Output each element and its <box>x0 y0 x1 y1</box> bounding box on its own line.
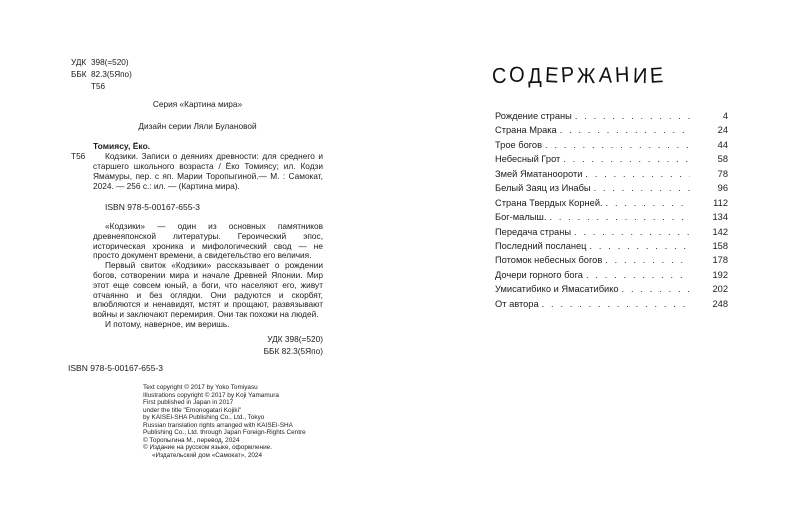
copyright-line: © Издание на русском языке, оформление. <box>143 444 273 452</box>
toc-row <box>495 198 728 212</box>
toc-entry-page: 178 <box>712 255 728 266</box>
toc-entry-page: 158 <box>712 240 728 251</box>
toc-entry-title: От автора <box>495 298 539 309</box>
toc-entry-title: Змей Яматаноороти <box>495 168 583 179</box>
copyright-line: Russian translation rights arranged with KAISEI-SHA <box>143 421 293 429</box>
annotation-block <box>93 222 323 330</box>
toc-entry-title: Последний посланец <box>495 240 587 251</box>
catalog-codes-top <box>71 57 132 94</box>
toc-entry-page: 44 <box>717 139 728 150</box>
copyright-line: «Издательский дом «Самокат», 2024 <box>152 451 263 459</box>
copyright-line: Text copyright © 2017 by Yoko Tomiyasu <box>143 384 258 391</box>
author-heading: Томиясу, Ёко. <box>93 141 151 151</box>
toc-row <box>495 284 728 298</box>
toc-entry-page: 248 <box>712 298 728 309</box>
toc-dot-leader <box>586 270 690 280</box>
isbn-middle: ISBN 978-5-00167-655-3 <box>105 202 200 212</box>
toc-entry-page: 112 <box>713 197 728 208</box>
toc-dot-leader <box>590 241 691 251</box>
toc-entry-page: 78 <box>717 168 728 179</box>
toc-dot-leader <box>560 125 690 135</box>
toc-entry-title: Бог-малыш. <box>495 212 547 223</box>
toc-row <box>495 227 728 241</box>
copyright-line: © Торопыгина М., перевод, 2024 <box>143 436 240 444</box>
annotation-paragraph: И потому, наверное, им веришь. <box>105 318 230 329</box>
toc-dot-leader <box>622 284 690 294</box>
toc-entry-title: Передача страны <box>495 226 572 237</box>
toc-dot-leader <box>574 227 690 237</box>
copyright-line: by KAISEI-SHA Publishing Co., Ltd., Tokyo <box>143 414 265 422</box>
annotation-paragraph: «Кодзики» — один из основных памятников древнеяпонской литературы. Героический эпос, историческая хроника и мифологический свод — не просто документ времени, а свидетельство его величия. <box>93 221 323 261</box>
bbk-line <box>71 69 132 81</box>
toc-entry-page: 58 <box>717 154 728 165</box>
bbk-bottom: ББК 82.3(5Япо) <box>263 345 323 356</box>
toc-entry-title: Белый Заяц из Инабы <box>495 183 591 194</box>
toc-entry-page: 142 <box>712 226 728 237</box>
toc-entry-page: 202 <box>712 284 728 295</box>
toc-dot-leader <box>594 183 690 193</box>
toc-dot-leader <box>549 212 690 222</box>
catalog-codes-bottom <box>180 334 323 357</box>
bbk-value: 82.3(5Япо) <box>91 70 132 80</box>
bibliographic-record <box>71 151 323 191</box>
copyright-line: Illustrations copyright © 2017 by Koji Yamamura <box>143 391 279 399</box>
toc-row <box>495 111 728 125</box>
toc-entry-title: Страна Твердых Корней. <box>495 197 603 208</box>
toc-entry-page: 4 <box>722 111 728 121</box>
toc-row <box>495 140 728 154</box>
series-designer: Дизайн серии Ляли Булановой <box>138 121 257 131</box>
toc-row <box>495 154 728 168</box>
annotation-paragraph: Первый свиток «Кодзики» рассказывает о рождении богов, сотворении мира и начале Древней Японии. Мир этот еще совсем юный, а боги, что населяют его, живут отчаянно и без оглядки. Они радуются и скорбят, влюбляются и ненавидят, мстят и прощают, развязывают войны и заключают перемирия. Они так похожи на людей. <box>93 260 323 320</box>
toc-entry-title: Умисатибико и Ямасатибико <box>495 284 619 295</box>
udk-bottom: УДК 398(=520) <box>267 334 323 344</box>
contents-title: СОДЕРЖАНИЕ <box>491 62 667 89</box>
udk-line <box>71 57 132 69</box>
toc-entry-title: Страна Мрака <box>495 125 557 136</box>
toc-dot-leader <box>606 198 690 208</box>
author-code-line <box>71 81 132 93</box>
udk-value: 398(=520) <box>91 58 129 67</box>
copyright-line: under the title "Emonogatari Kojiki" <box>143 406 242 414</box>
toc-entry-title: Рождение страны <box>495 111 572 121</box>
author-code: Т56 <box>91 82 106 92</box>
toc-row <box>495 270 728 284</box>
udk-label: УДК <box>71 58 87 67</box>
toc-row <box>495 183 728 197</box>
table-of-contents <box>495 111 728 313</box>
toc-dot-leader <box>545 140 690 150</box>
toc-entry-page: 24 <box>717 125 728 136</box>
isbn-bottom: ISBN 978-5-00167-655-3 <box>68 363 163 373</box>
toc-entry-page: 96 <box>717 183 728 194</box>
toc-entry-page: 134 <box>712 212 728 223</box>
copyright-block <box>143 384 306 459</box>
toc-dot-leader <box>585 169 690 179</box>
toc-row <box>495 241 728 255</box>
toc-dot-leader <box>542 299 690 309</box>
copyright-line: Publishing Co., Ltd. through Japan Foreign-Rights Centre <box>143 429 306 437</box>
toc-row <box>495 212 728 226</box>
toc-row <box>495 299 728 313</box>
toc-entry-title: Потомок небесных богов <box>495 255 603 266</box>
toc-entry-title: Небесный Грот <box>495 154 561 165</box>
copyright-line: First published in Japan in 2017 <box>143 399 234 407</box>
series-name: Серия «Картина мира» <box>152 99 243 109</box>
toc-dot-leader <box>575 111 690 121</box>
toc-entry-title: Дочери горного бога <box>495 269 583 280</box>
bib-description: Кодзики. Записи о деяниях древности: для среднего и старшего школьного возраста / Ёко Томиясу; ил. Кодзи Ямамуры, пер. с яп. Марии Торопыгиной.— М. : Самокат, 2024. — 256 с.: ил. — (Картина мира). <box>93 151 323 191</box>
toc-row <box>495 169 728 183</box>
toc-row <box>495 125 728 139</box>
toc-row <box>495 255 728 269</box>
toc-dot-leader <box>563 154 690 164</box>
toc-entry-page: 192 <box>712 269 728 280</box>
bbk-label: ББК <box>71 70 87 80</box>
toc-dot-leader <box>605 255 690 265</box>
toc-entry-title: Трое богов <box>495 139 543 150</box>
bib-code: Т56 <box>71 151 86 161</box>
